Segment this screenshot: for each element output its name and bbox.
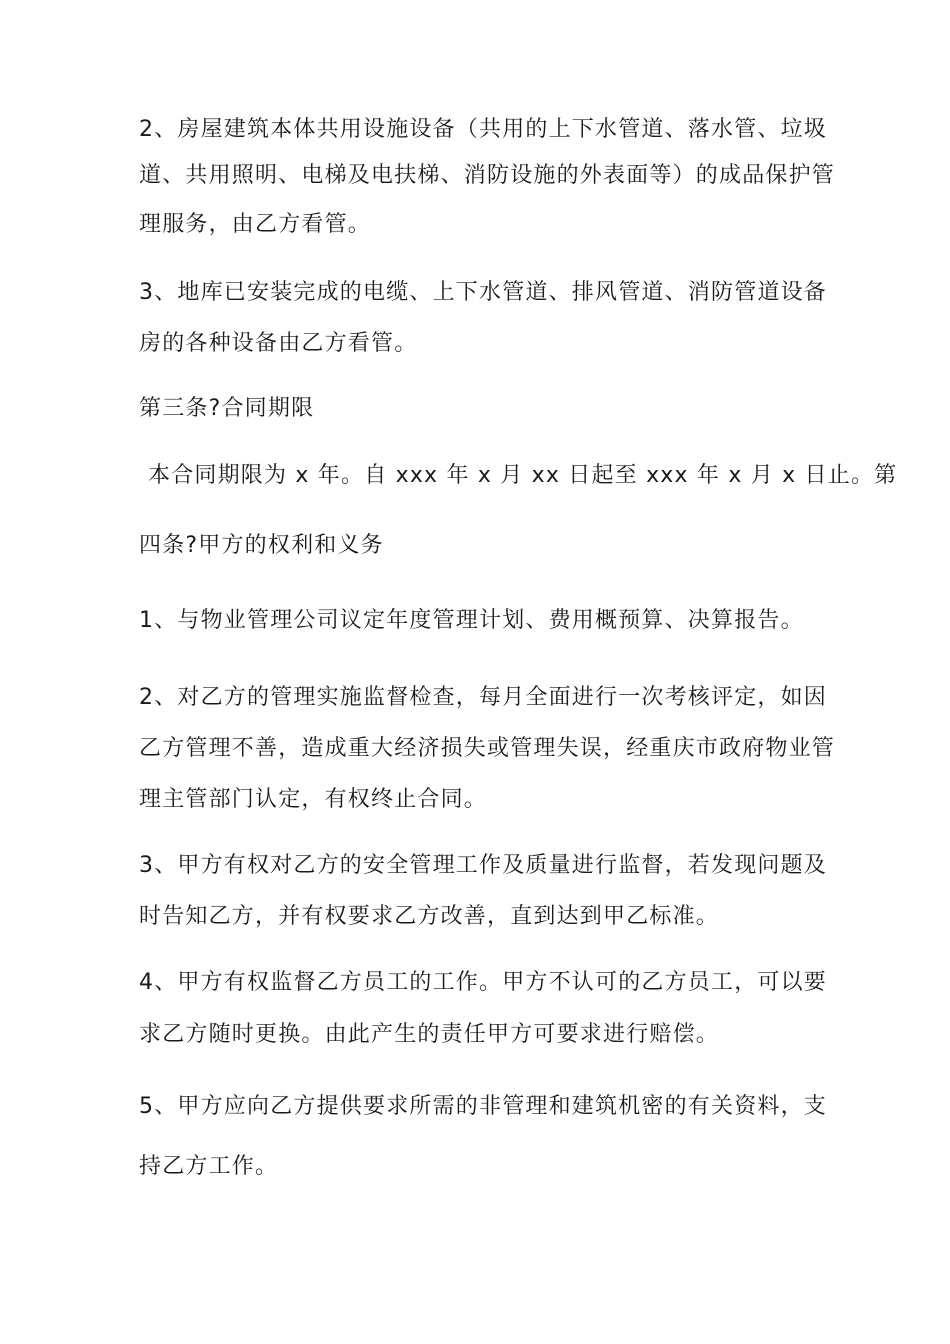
paragraph-2-line-1: 2、房屋建筑本体共用设施设备（共用的上下水管道、落水管、垃圾 bbox=[139, 117, 827, 142]
paragraph-3-line-1: 3、地库已安装完成的电缆、上下水管道、排风管道、消防管道设备 bbox=[139, 280, 827, 305]
party-a-item-4-line-1: 4、甲方有权监督乙方员工的工作。甲方不认可的乙方员工，可以要 bbox=[139, 970, 827, 995]
party-a-item-1: 1、与物业管理公司议定年度管理计划、费用概预算、决算报告。 bbox=[139, 608, 804, 633]
party-a-item-3-line-1: 3、甲方有权对乙方的安全管理工作及质量进行监督，若发现问题及 bbox=[139, 853, 827, 878]
party-a-item-4-line-2: 求乙方随时更换。由此产生的责任甲方可要求进行赔偿。 bbox=[139, 1022, 720, 1047]
party-a-item-2-line-1: 2、对乙方的管理实施监督检查，每月全面进行一次考核评定，如因 bbox=[139, 685, 827, 710]
paragraph-2-line-3: 理服务，由乙方看管。 bbox=[139, 212, 372, 237]
section-heading-article-4: 四条?甲方的权利和义务 bbox=[139, 533, 384, 558]
party-a-item-2-line-3: 理主管部门认定，有权终止合同。 bbox=[139, 787, 488, 812]
contract-term-line: 本合同期限为 x 年。自 xxx 年 x 月 xx 日起至 xxx 年 x 月 x 日止。第 bbox=[148, 463, 898, 488]
section-heading-article-3: 第三条?合同期限 bbox=[139, 396, 315, 421]
party-a-item-2-line-2: 乙方管理不善，造成重大经济损失或管理失误，经重庆市政府物业管 bbox=[139, 736, 836, 761]
paragraph-2-line-2: 道、共用照明、电梯及电扶梯、消防设施的外表面等）的成品保护管 bbox=[139, 163, 836, 188]
party-a-item-5-line-1: 5、甲方应向乙方提供要求所需的非管理和建筑机密的有关资料，支 bbox=[139, 1094, 827, 1119]
party-a-item-5-line-2: 持乙方工作。 bbox=[139, 1154, 279, 1179]
party-a-item-3-line-2: 时告知乙方，并有权要求乙方改善，直到达到甲乙标准。 bbox=[139, 904, 720, 929]
paragraph-3-line-2: 房的各种设备由乙方看管。 bbox=[139, 331, 418, 356]
